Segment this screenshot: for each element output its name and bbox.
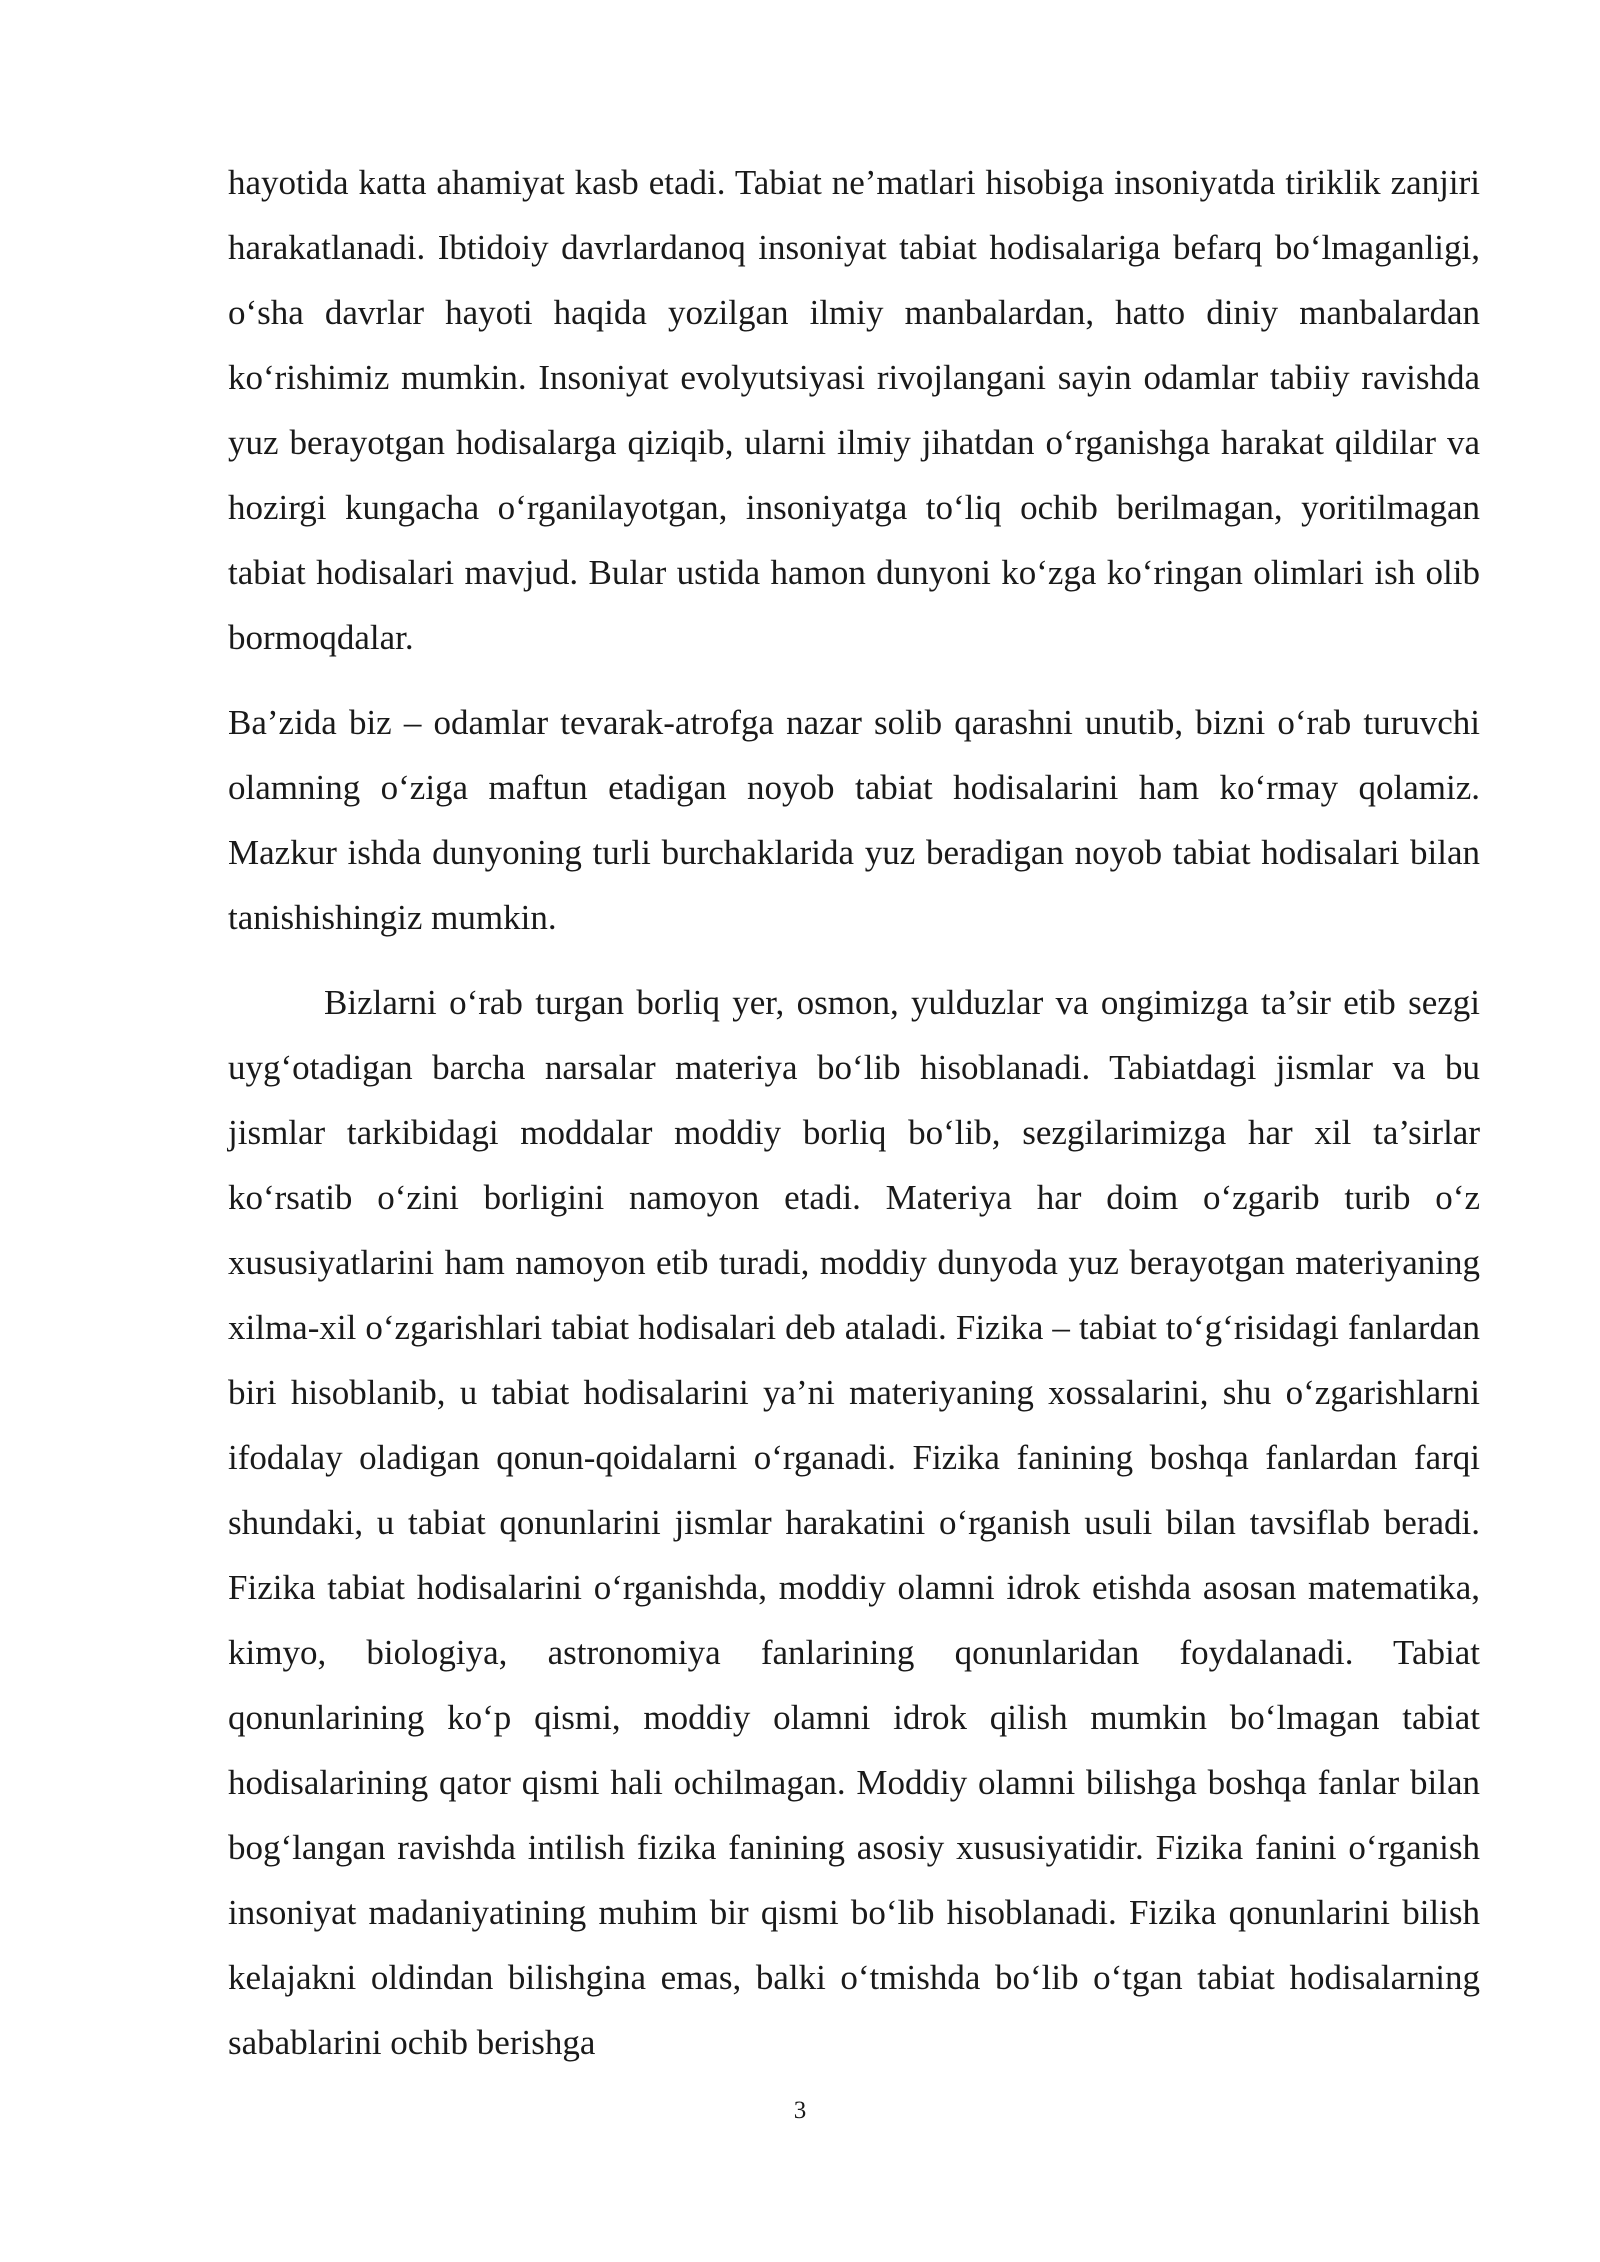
paragraph-2: Ba’zida biz – odamlar tevarak-atrofga nazar solib qarashni unutib, bizni o‘rab turuvchi olamning o‘ziga maftun etadigan noyob tabiat hodisalarini ham ko‘rmay qolamiz. Mazkur ishda dunyoning turli burchaklarida yuz beradigan noyob tabiat hodisalari bilan tanishishingiz mumkin.: [228, 703, 1480, 937]
paragraph-3: Bizlarni o‘rab turgan borliq yer, osmon, yulduzlar va ongimizga ta’sir etib sezgi uyg‘otadigan barcha narsalar materiya bo‘lib hisoblanadi. Tabiatdagi jismlar va bu jismlar tarkibidagi moddalar moddiy borliq bo‘lib, sezgilarimizga har xil ta’sirlar ko‘rsatib o‘zini borligini namoyon etadi. Materiya har doim o‘zgarib turib o‘z xususiyatlarini ham namoyon etib turadi, moddiy dunyoda yuz berayotgan materiyaning xilma-xil o‘zgarishlari tabiat hodisalari deb ataladi. Fizika – tabiat to‘g‘risidagi fanlardan biri hisoblanib, u tabiat hodisalarini ya’ni materiyaning xossalarini, shu o‘zgarishlarni ifodalay oladigan qonun-qoidalarni o‘rganadi. Fizika fanining boshqa fanlardan farqi shundaki, u tabiat qonunlarini jismlar harakatini o‘rganish usuli bilan tavsiflab beradi. Fizika tabiat hodisalarini o‘rganishda, moddiy olamni idrok etishda asosan matematika, kimyo, biologiya, astronomiya fanlarining qonunlaridan foydalanadi. Tabiat qonunlarining ko‘p qismi, moddiy olamni idrok qilish mumkin bo‘lmagan tabiat hodisalarining qator qismi hali ochilmagan. Moddiy olamni bilishga boshqa fanlar bilan bog‘langan ravishda intilish fizika fanining asosiy xususiyatidir. Fizika fanini o‘rganish insoniyat madaniyatining muhim bir qismi bo‘lib hisoblanadi. Fizika qonunlarini bilish kelajakni oldindan bilishgina emas, balki o‘tmishda bo‘lib o‘tgan tabiat hodisalarning sabablarini ochib berishga: [228, 983, 1480, 2062]
paragraph-1: hayotida katta ahamiyat kasb etadi. Tabiat ne’matlari hisobiga insoniyatda tiriklik zanjiri harakatlanadi. Ibtidoiy davrlardanoq insoniyat tabiat hodisalariga befarq bo‘lmaganligi, o‘sha davrlar hayoti haqida yozilgan ilmiy manbalardan, hatto diniy manbalardan ko‘rishimiz mumkin. Insoniyat evolyutsiyasi rivojlangani sayin odamlar tabiiy ravishda yuz berayotgan hodisalarga qiziqib, ularni ilmiy jihatdan o‘rganishga harakat qildilar va hozirgi kungacha o‘rganilayotgan, insoniyatga to‘liq ochib berilmagan, yoritilmagan tabiat hodisalari mavjud. Bular ustida hamon dunyoni ko‘zga ko‘ringan olimlari ish olib bormoqdalar.: [228, 163, 1480, 657]
document-page: [228, 150, 1480, 2075]
page-number: 3: [793, 2097, 807, 2124]
